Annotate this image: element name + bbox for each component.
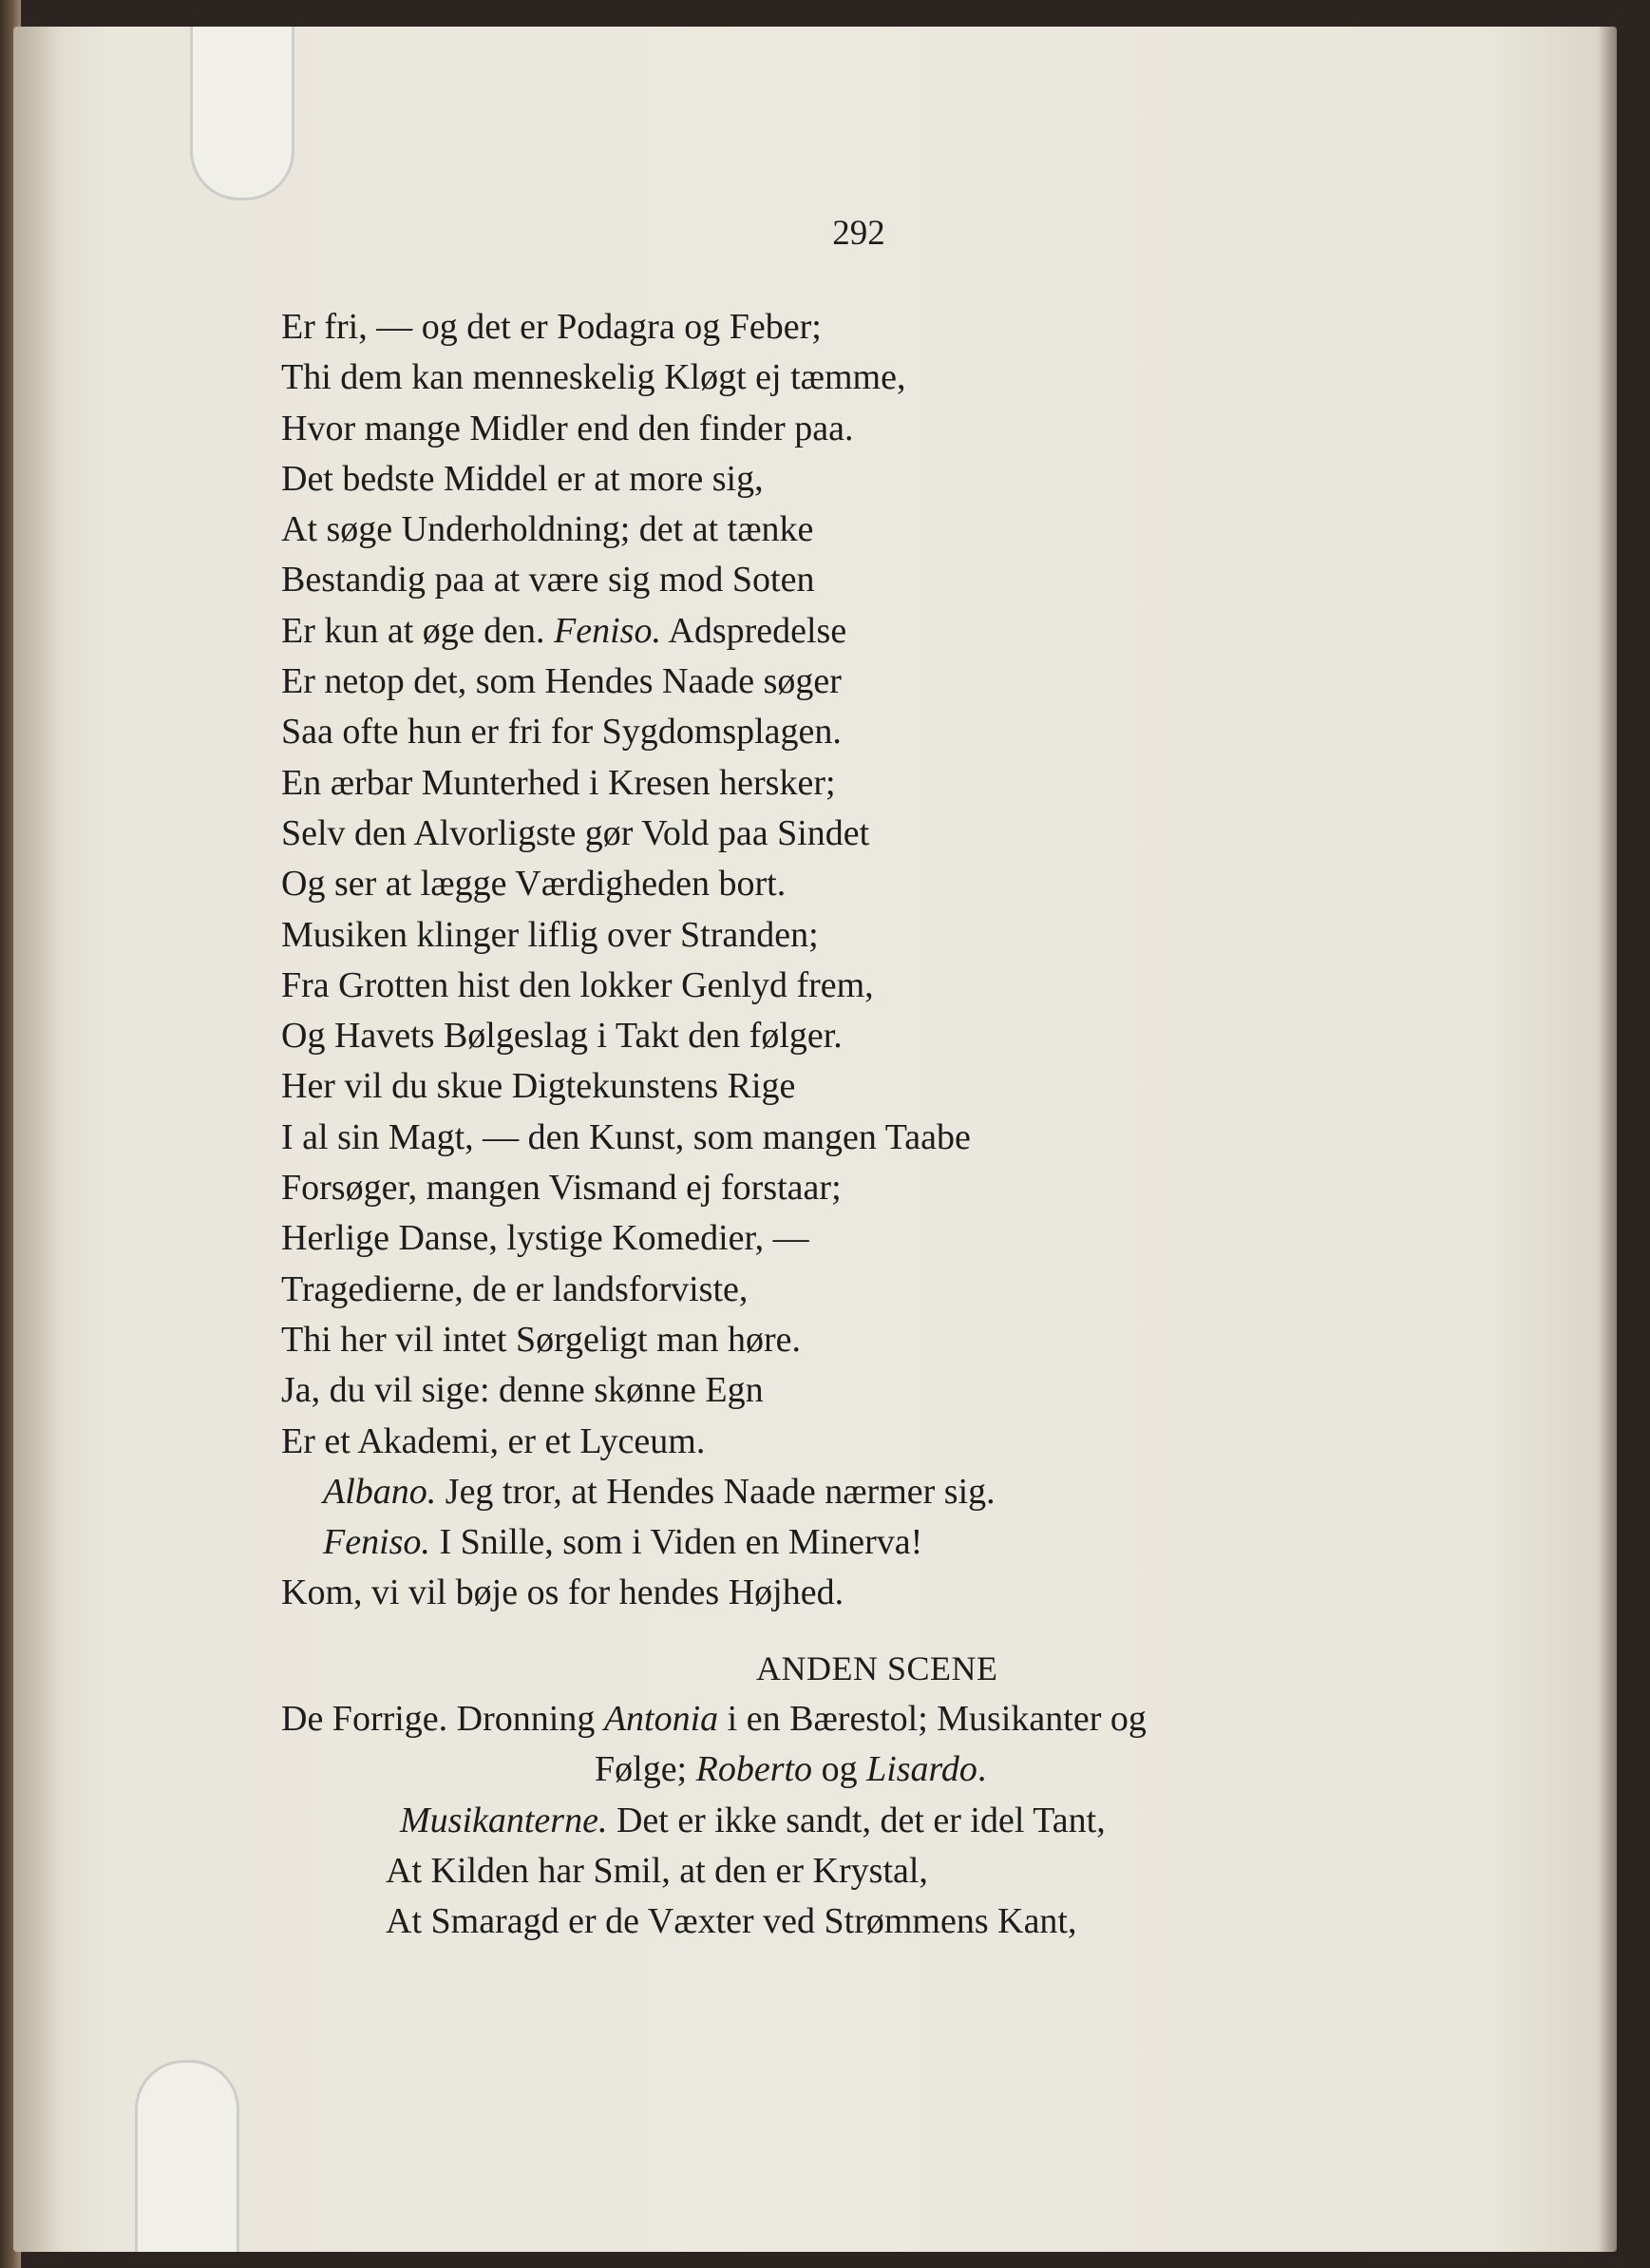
speech-text: Jeg tror, at Hendes Naade nærmer sig. [436, 1471, 996, 1512]
verse-line: Hvor mange Midler end den finder paa. [281, 408, 854, 448]
speaker-name: Feniso. [554, 610, 661, 651]
speaker-name: Albano. [323, 1471, 437, 1512]
verse-line: Forsøger, mangen Vismand ej forstaar; [281, 1168, 842, 1209]
verse-line: Er fri, — og det er Podagra og Feber; [281, 307, 822, 347]
stage-direction-text: og [812, 1749, 867, 1790]
character-name: Lisardo [866, 1749, 977, 1790]
verse-line: Ja, du vil sige: denne skønne Egn [281, 1370, 764, 1411]
page-clip-bottom [135, 2060, 239, 2252]
verse-line: Tragedierne, de er landsforviste, [281, 1268, 749, 1309]
book-page [13, 27, 1617, 2252]
verse-line: Og Havets Bølgeslag i Takt den følger. [281, 1016, 843, 1057]
scene-heading: ANDEN SCENE [756, 1649, 998, 1687]
speech-feniso [281, 1517, 1554, 1568]
speech-albano [281, 1467, 1554, 1517]
stage-direction-text: Følge; [595, 1749, 696, 1790]
verse-text-after: Adspredelse [660, 610, 847, 651]
verse-line-with-speaker [281, 606, 1554, 657]
verse-line: Og ser at lægge Værdigheden bort. [281, 864, 787, 905]
page-gutter-shadow [13, 27, 61, 2252]
verse-line: En ærbar Munterhed i Kresen hersker; [281, 762, 836, 803]
stage-direction-line-2 [281, 1744, 1554, 1795]
verse-line: Kom, vi vil bøje os for hendes Højhed. [281, 1572, 844, 1613]
verse-line: Det bedste Middel er at more sig, [281, 458, 764, 499]
verse-line: I al sin Magt, — den Kunst, som mangen Taabe [281, 1116, 971, 1157]
speech-text: I Snille, som i Viden en Minerva! [429, 1522, 923, 1563]
stage-direction-text: . [977, 1749, 987, 1790]
verse-line: Her vil du skue Digtekunstens Rige [281, 1066, 796, 1107]
character-name: Roberto [695, 1749, 813, 1790]
verse-line: Thi dem kan menneskelig Kløgt ej tæmme, [281, 357, 906, 398]
verse-line: Saa ofte hun er fri for Sygdomsplagen. [281, 712, 842, 753]
verse-line: Herlige Danse, lystige Komedier, — [281, 1218, 809, 1259]
verse-line: Er netop det, som Hendes Naade søger [281, 661, 842, 702]
verse-text [281, 302, 1554, 1948]
speech-musikanterne [281, 1796, 1554, 1846]
character-name: Antonia [603, 1699, 719, 1740]
speaker-name: Musikanterne. [400, 1800, 608, 1840]
song-line: At Smaragd er de Væxter ved Strømmens Kant, [386, 1901, 1077, 1942]
speaker-name: Feniso. [323, 1522, 430, 1563]
stage-direction-text: i en Bærestol; Musikanter og [718, 1699, 1147, 1740]
verse-line: Fra Grotten hist den lokker Genlyd frem, [281, 964, 874, 1005]
verse-line: Selv den Alvorligste gør Vold paa Sindet [281, 812, 870, 853]
page-number: 292 [832, 214, 885, 253]
verse-line: Musiken klinger liflig over Stranden; [281, 914, 819, 955]
stage-direction-line-1 [281, 1694, 1554, 1744]
song-line: At Kilden har Smil, at den er Krystal, [386, 1850, 928, 1891]
verse-text-before: Er kun at øge den. [281, 610, 555, 651]
verse-line: Thi her vil intet Sørgeligt man høre. [281, 1319, 802, 1360]
page-right-edge [1598, 27, 1617, 2252]
verse-line: Er et Akademi, er et Lyceum. [281, 1420, 706, 1461]
stage-direction-text: De Forrige. Dronning [281, 1699, 604, 1740]
verse-line: Bestandig paa at være sig mod Soten [281, 560, 815, 600]
page-clip-top [190, 27, 294, 200]
speech-text: Det er ikke sandt, det er idel Tant, [607, 1800, 1106, 1840]
verse-line: At søge Underholdning; det at tænke [281, 509, 814, 550]
